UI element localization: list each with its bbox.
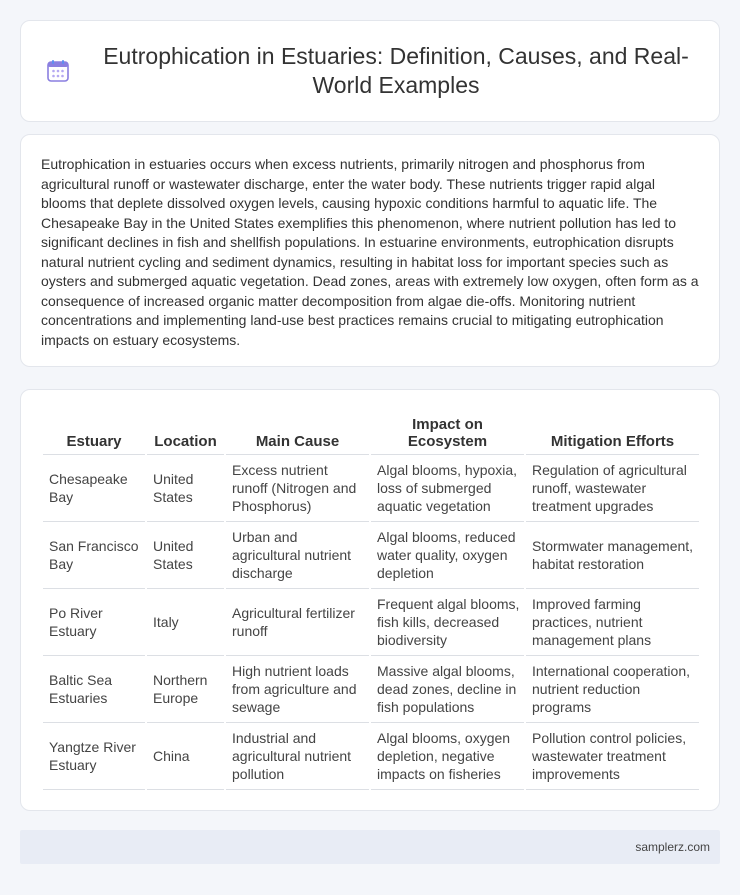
table-row: [43, 588, 699, 655]
column-header-estuary: Estuary: [43, 411, 146, 454]
calendar-icon: [45, 58, 71, 84]
cell-impact: Algal blooms, hypoxia, loss of submerged aquatic vegetation: [370, 454, 525, 521]
header-card: [20, 20, 720, 122]
cell-main-cause: High nutrient loads from agriculture and sewage: [225, 655, 370, 722]
cell-main-cause: Agricultural fertilizer runoff: [225, 588, 370, 655]
cell-impact: Massive algal blooms, dead zones, decline in fish populations: [370, 655, 525, 722]
cell-estuary: Baltic Sea Estuaries: [43, 655, 146, 722]
footer-site-label[interactable]: samplerz.com: [635, 840, 710, 854]
cell-estuary: Po River Estuary: [43, 588, 146, 655]
intro-card: [20, 134, 720, 367]
table-row: [43, 454, 699, 521]
cell-location: United States: [146, 454, 225, 521]
cell-mitigation: Regulation of agricultural runoff, wastewater treatment upgrades: [525, 454, 699, 521]
cell-main-cause: Excess nutrient runoff (Nitrogen and Phosphorus): [225, 454, 370, 521]
column-header-main-cause: Main Cause: [225, 411, 370, 454]
cell-mitigation: International cooperation, nutrient reduction programs: [525, 655, 699, 722]
cell-mitigation: Pollution control policies, wastewater treatment improvements: [525, 722, 699, 789]
cell-estuary: Yangtze River Estuary: [43, 722, 146, 789]
cell-estuary: San Francisco Bay: [43, 521, 146, 588]
cell-estuary: Chesapeake Bay: [43, 454, 146, 521]
cell-impact: Algal blooms, oxygen depletion, negative impacts on fisheries: [370, 722, 525, 789]
cell-location: United States: [146, 521, 225, 588]
cell-mitigation: Stormwater management, habitat restoration: [525, 521, 699, 588]
header: [21, 21, 719, 121]
table-row: [43, 655, 699, 722]
page-title: Eutrophication in Estuaries: Definition, Causes, and Real-World Examples: [103, 43, 689, 98]
table-row: [43, 521, 699, 588]
column-header-location: Location: [146, 411, 225, 454]
estuary-table: [43, 411, 699, 790]
cell-mitigation: Improved farming practices, nutrient management plans: [525, 588, 699, 655]
table-header-row: [43, 411, 699, 454]
intro-paragraph: Eutrophication in estuaries occurs when excess nutrients, primarily nitrogen and phosphorus from agricultural runoff or wastewater discharge, enter the water body. These nutrients trigger rapid algal blooms that deplete dissolved oxygen levels, causing hypoxic conditions harmful to aquatic life. The Chesapeake Bay in the United States exemplifies this phenomenon, where nutrient pollution has led to significant declines in fish and shellfish populations. In estuarine environments, eutrophication disrupts natural nutrient cycling and sediment dynamics, resulting in habitat loss for important species such as oysters and submerged aquatic vegetation. Dead zones, areas with extremely low oxygen, often form as a consequence of increased organic matter decomposition from algae die-offs. Monitoring nutrient concentrations and implementing land-use best practices remains crucial to mitigating eutrophication impacts on estuary ecosystems.: [41, 156, 699, 348]
cell-location: China: [146, 722, 225, 789]
cell-location: Italy: [146, 588, 225, 655]
cell-impact: Frequent algal blooms, fish kills, decreased biodiversity: [370, 588, 525, 655]
cell-main-cause: Urban and agricultural nutrient discharge: [225, 521, 370, 588]
table-card: [20, 389, 720, 811]
table-row: [43, 722, 699, 789]
cell-impact: Algal blooms, reduced water quality, oxygen depletion: [370, 521, 525, 588]
column-header-mitigation: Mitigation Efforts: [525, 411, 699, 454]
cell-location: Northern Europe: [146, 655, 225, 722]
footer: [20, 830, 720, 864]
cell-main-cause: Industrial and agricultural nutrient pollution: [225, 722, 370, 789]
column-header-impact: Impact on Ecosystem: [370, 411, 525, 454]
